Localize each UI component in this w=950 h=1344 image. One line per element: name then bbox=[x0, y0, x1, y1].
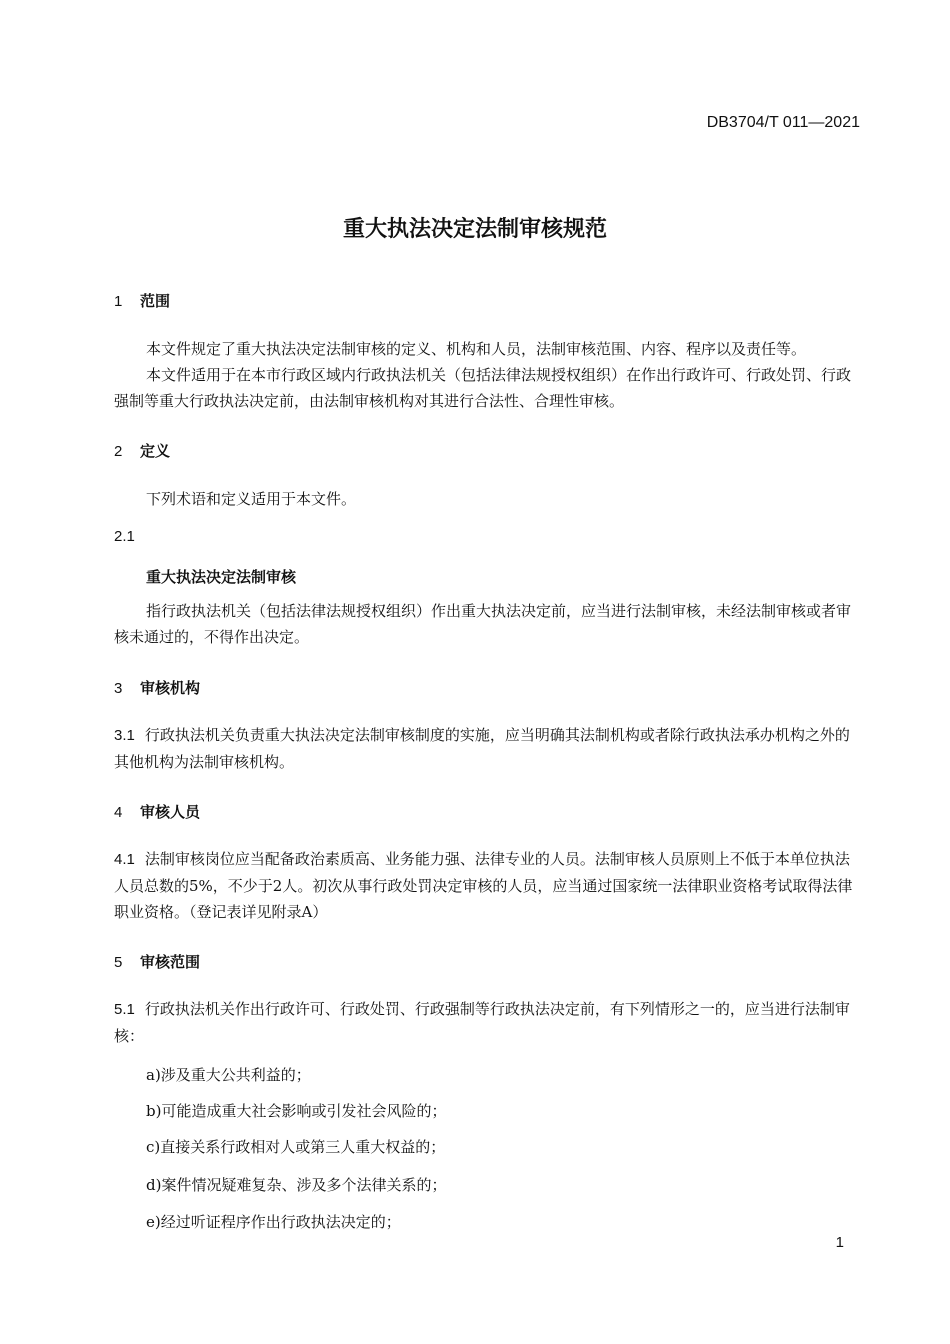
section-title: 定义 bbox=[140, 442, 171, 460]
page-number: 1 bbox=[835, 1234, 844, 1251]
term-title: 重大执法决定法制审核 bbox=[146, 568, 297, 586]
section-title: 范围 bbox=[140, 292, 171, 310]
clause-text: 法制审核岗位应当配备政治素质高、业务能力强、法律专业的人员。法制审核人员原则上不低于本单位执法人员总数的5%，不少于2人。初次从事行政处罚决定审核的人员，应当通过国家统一法律职业资格考试取得法律职业资格。（登记表详见附录A） bbox=[114, 850, 853, 921]
definition-paragraph: 指行政执法机关（包括法律法规授权组织）作出重大执法决定前，应当进行法制审核，未经法制审核或者审核未通过的，不得作出决定。 bbox=[114, 602, 852, 646]
section-number: 3 bbox=[114, 680, 123, 697]
section-1-heading bbox=[114, 290, 170, 311]
list-item: a)涉及重大公共利益的； bbox=[146, 1066, 311, 1084]
page-title: 重大执法决定法制审核规范 bbox=[342, 217, 607, 242]
section-number: 1 bbox=[114, 293, 123, 310]
paragraph: 下列术语和定义适用于本文件。 bbox=[146, 490, 357, 508]
clause-paragraph bbox=[114, 722, 860, 775]
clause-number: 4.1 bbox=[114, 851, 135, 868]
list-item: d)案件情况疑难复杂、涉及多个法律关系的； bbox=[146, 1176, 447, 1194]
document-code: DB3704/T 011—2021 bbox=[706, 114, 860, 131]
section-number: 5 bbox=[114, 954, 123, 971]
clause-number: 3.1 bbox=[114, 727, 135, 744]
clause-paragraph bbox=[114, 846, 860, 925]
section-title: 审核范围 bbox=[140, 953, 201, 971]
section-4-heading bbox=[114, 801, 200, 822]
clause-number: 5.1 bbox=[114, 1001, 135, 1018]
section-number: 2 bbox=[114, 443, 123, 460]
clause-paragraph bbox=[114, 996, 860, 1049]
paragraph: 本文件适用于在本市行政区域内行政执法机关（包括法律法规授权组织）在作出行政许可、行政处罚、行政强制等重大行政执法决定前，由法制审核机构对其进行合法性、合理性审核。 bbox=[114, 366, 852, 410]
clause-text: 行政执法机关作出行政许可、行政处罚、行政强制等行政执法决定前，有下列情形之一的，应当进行法制审核： bbox=[114, 1000, 850, 1045]
list-item: c)直接关系行政相对人或第三人重大权益的； bbox=[146, 1138, 446, 1156]
section-title: 审核人员 bbox=[140, 803, 201, 821]
section-3-heading bbox=[114, 677, 200, 698]
clause-text: 行政执法机关负责重大执法决定法制审核制度的实施，应当明确其法制机构或者除行政执法承办机构之外的其他机构为法制审核机构。 bbox=[114, 726, 850, 771]
section-2-heading bbox=[114, 440, 170, 461]
list-item: e)经过听证程序作出行政执法决定的； bbox=[146, 1213, 401, 1231]
paragraph: 本文件规定了重大执法决定法制审核的定义、机构和人员，法制审核范围、内容、程序以及责任等。 bbox=[146, 340, 807, 358]
section-title: 审核机构 bbox=[140, 679, 201, 697]
section-5-heading bbox=[114, 951, 200, 972]
section-number: 4 bbox=[114, 804, 123, 821]
list-item: b)可能造成重大社会影响或引发社会风险的； bbox=[146, 1102, 447, 1120]
clause-number: 2.1 bbox=[114, 528, 135, 545]
